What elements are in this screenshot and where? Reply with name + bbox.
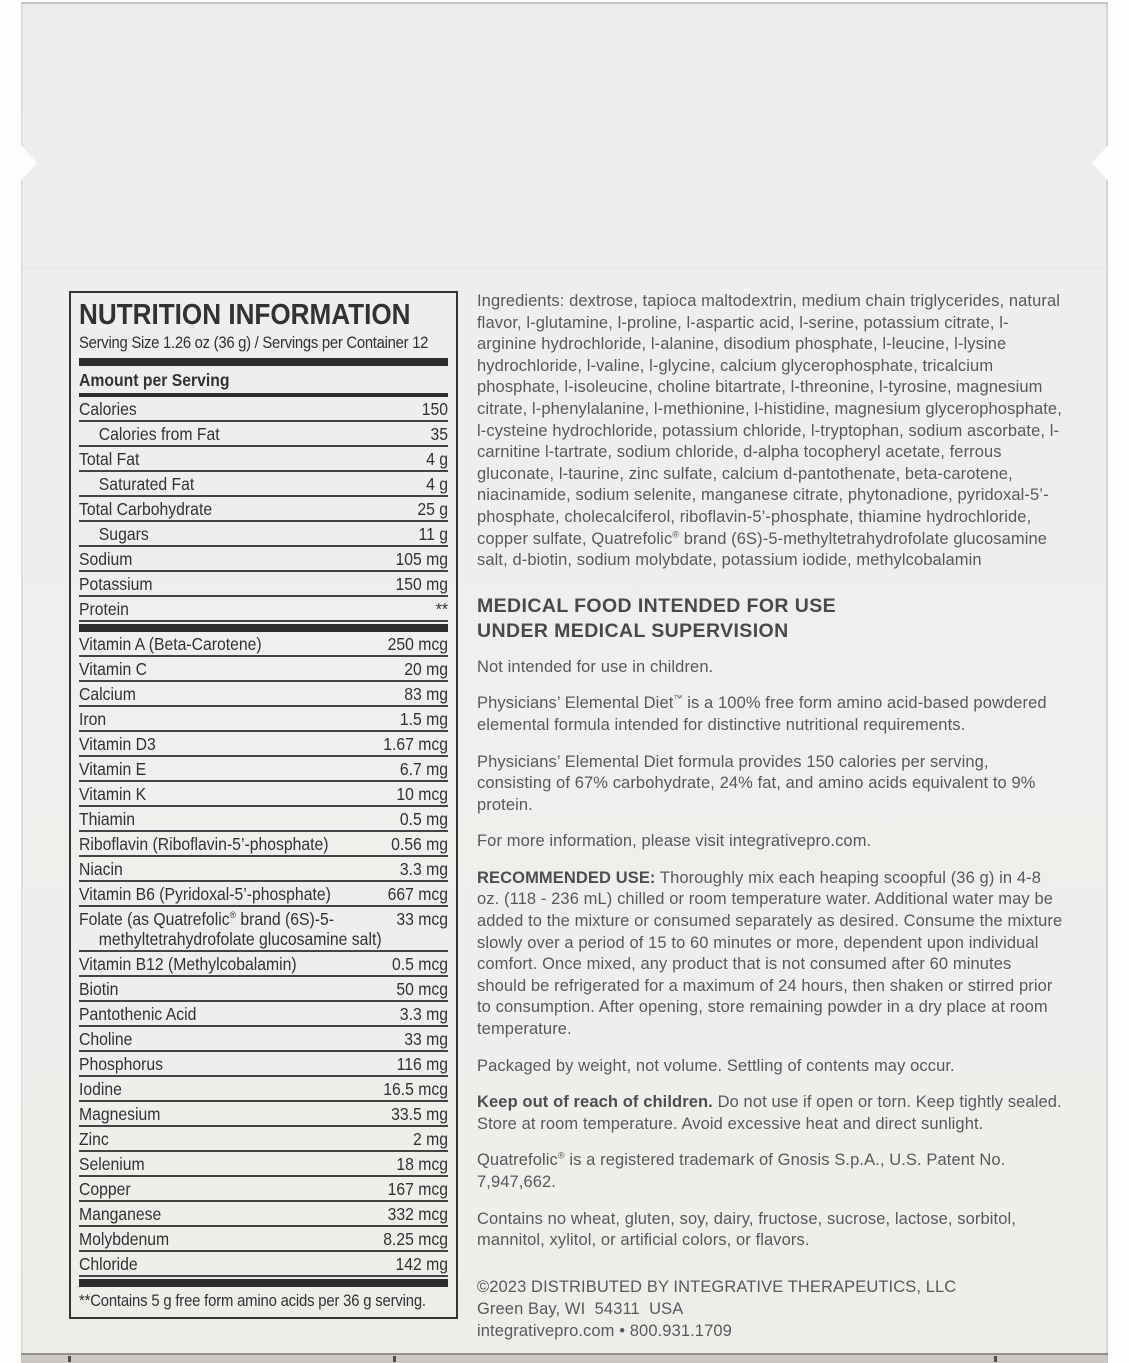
nutrient-label: Pantothenic Acid — [79, 1004, 197, 1024]
nutrient-value: 4 g — [426, 449, 448, 469]
nutrient-value: 11 g — [418, 524, 448, 544]
nutrient-value: 250 mcg — [387, 634, 448, 654]
nutrient-label: Vitamin D3 — [79, 734, 156, 754]
nutrient-label: Calories from Fat — [98, 424, 220, 444]
nutrition-information-panel — [69, 291, 458, 1319]
nutrient-label: Selenium — [79, 1154, 145, 1174]
divider-thick — [79, 624, 448, 632]
panel-title: NUTRITION INFORMATION — [79, 299, 411, 331]
nutrient-label: Zinc — [79, 1129, 109, 1149]
info-paragraph: Contains no wheat, gluten, soy, dairy, fructose, sucrose, lactose, sorbitol, mannitol, xylitol, or artificial colors, or flavors. — [477, 1209, 1016, 1250]
nutrient-value: 33 mg — [404, 1029, 448, 1049]
paragraph-bold-lead: RECOMMENDED USE: — [477, 868, 656, 887]
nutrient-value: 1.5 mg — [399, 709, 448, 729]
serving-size-line: Serving Size 1.26 oz (36 g) / Servings per Container 12 — [79, 334, 429, 352]
nutrient-label: Calcium — [79, 684, 136, 704]
nutrition-row — [79, 1252, 448, 1277]
distributor-line: ©2023 DISTRIBUTED BY INTEGRATIVE THERAPEUTICS, LLC — [477, 1277, 957, 1296]
nutrient-label: Saturated Fat — [98, 474, 195, 494]
nutrient-value: 142 mg — [395, 1254, 448, 1274]
nutrient-label: Vitamin E — [79, 759, 147, 779]
nutrient-label: Phosphorus — [79, 1054, 164, 1074]
nutrient-label: Iron — [79, 709, 107, 729]
nutrition-row — [79, 572, 448, 597]
nutrition-row — [79, 1177, 448, 1202]
nutrition-row — [79, 1102, 448, 1127]
nutrient-value: ** — [435, 599, 448, 619]
medical-food-heading-line2: UNDER MEDICAL SUPERVISION — [477, 619, 789, 642]
info-paragraph: Physicians’ Elemental Diet™ is a 100% free form amino acid-based powdered elemental formula intended for distinctive nutritional requirements. — [477, 693, 1047, 734]
divider-thick — [79, 1279, 448, 1287]
nutrient-label: Choline — [79, 1029, 133, 1049]
print-registration-mark — [68, 1356, 71, 1362]
nutrient-label: Magnesium — [79, 1104, 161, 1124]
nutrient-value: 3.3 mg — [399, 859, 448, 879]
nutrient-value: 35 — [430, 424, 448, 444]
nutrition-row — [79, 682, 448, 707]
nutrient-value: 2 mg — [412, 1129, 448, 1149]
nutrition-row — [79, 907, 448, 952]
nutrition-row — [79, 857, 448, 882]
amount-per-serving-label: Amount per Serving — [79, 370, 230, 390]
nutrition-row — [79, 422, 448, 447]
info-paragraph: RECOMMENDED USE: Thoroughly mix each heaping scoopful (36 g) in 4-8 oz. (118 - 236 mL) chilled or room temperature water. Additional water may be added to the mixture or consumed separately as desired. Consume the mixture slowly over a period of 15 to 60 minutes or more, dependent upon individual comfort. Once mixed, any product that is not consumed after 60 minutes should be refrigerated for a maximum of 24 hours, then shaken or stirred prior to consumption. After opening, store remaining powder in a dry place at room temperature. — [477, 868, 1063, 1039]
nutrition-row — [79, 782, 448, 807]
info-paragraph: Packaged by weight, not volume. Settling of contents may occur. — [477, 1056, 955, 1075]
nutrient-label: Vitamin B12 (Methylcobalamin) — [79, 954, 297, 974]
nutrient-value: 50 mcg — [396, 979, 448, 999]
divider-thick — [79, 358, 448, 366]
nutrient-label: Molybdenum — [79, 1229, 170, 1249]
nutrient-value: 667 mcg — [387, 884, 448, 904]
nutrient-label: Total Carbohydrate — [79, 499, 213, 519]
nutrient-value: 150 — [421, 399, 448, 419]
nutrition-row — [79, 952, 448, 977]
nutrition-row — [79, 977, 448, 1002]
info-paragraph: Quatrefolic® is a registered trademark of Gnosis S.p.A., U.S. Patent No. 7,947,662. — [477, 1150, 1006, 1191]
nutrient-label: Folate (as Quatrefolic® brand (6S)-5- methyltetrahydrofolate glucosamine salt) — [79, 909, 382, 949]
distributor-line: integrativepro.com • 800.931.1709 — [477, 1321, 732, 1340]
nutrition-row — [79, 522, 448, 547]
nutrient-value: 33.5 mg — [391, 1104, 448, 1124]
nutrient-label: Sodium — [79, 549, 133, 569]
nutrient-value: 10 mcg — [396, 784, 448, 804]
nutrition-row — [79, 1077, 448, 1102]
nutrition-row — [79, 707, 448, 732]
nutrient-label: Vitamin C — [79, 659, 147, 679]
nutrient-value: 83 mg — [404, 684, 448, 704]
label-info-column — [477, 291, 1063, 1342]
nutrition-row — [79, 1227, 448, 1252]
nutrient-label: Total Fat — [79, 449, 140, 469]
nutrition-row — [79, 1002, 448, 1027]
nutrition-row — [79, 732, 448, 757]
nutrient-value: 0.56 mg — [391, 834, 448, 854]
nutrient-value: 332 mcg — [387, 1204, 448, 1224]
macronutrient-rows — [79, 397, 448, 622]
nutrient-label: Vitamin A (Beta-Carotene) — [79, 634, 262, 654]
info-paragraphs — [477, 657, 1063, 1252]
print-registration-mark — [393, 1356, 396, 1362]
info-paragraph: Physicians’ Elemental Diet formula provides 150 calories per serving, consisting of 67% carbohydrate, 24% fat, and amino acids equivalent to 9% protein. — [477, 752, 1036, 814]
nutrient-value: 0.5 mcg — [391, 954, 448, 974]
nutrition-row — [79, 832, 448, 857]
nutrition-row — [79, 497, 448, 522]
nutrient-label: Copper — [79, 1179, 131, 1199]
nutrient-value: 25 g — [417, 499, 448, 519]
micronutrient-rows — [79, 632, 448, 1277]
nutrient-label: Calories — [79, 399, 137, 419]
nutrition-row — [79, 397, 448, 422]
nutrient-label: Biotin — [79, 979, 119, 999]
nutrition-row — [79, 1202, 448, 1227]
nutrient-label: Protein — [79, 599, 129, 619]
nutrition-row — [79, 472, 448, 497]
nutrition-row — [79, 1027, 448, 1052]
nutrient-label: Chloride — [79, 1254, 138, 1274]
nutrition-row — [79, 757, 448, 782]
nutrition-row — [79, 1127, 448, 1152]
medical-food-heading-line1: MEDICAL FOOD INTENDED FOR USE — [477, 594, 837, 617]
nutrition-row — [79, 447, 448, 472]
nutrition-row — [79, 657, 448, 682]
nutrient-value: 16.5 mcg — [383, 1079, 448, 1099]
nutrient-label: Niacin — [79, 859, 123, 879]
nutrient-label: Thiamin — [79, 809, 136, 829]
distributor-line: Green Bay, WI 54311 USA — [477, 1299, 684, 1318]
ingredients-paragraph: Ingredients: dextrose, tapioca maltodextrin, medium chain triglycerides, natural flavor, l-glutamine, l-proline, l-aspartic acid, l-serine, potassium citrate, l-arginine hydrochloride, l-alanine, disodium phosphate, l-leucine, l-lysine hydrochloride, l-valine, l-glycine, calcium glycerophosphate, tricalcium phosphate, l-isoleucine, choline bitartrate, l-threonine, l-tyrosine, magnesium citrate, l-phenylalanine, l-methionine, l-histidine, magnesium glycerophosphate, l-cysteine hydrochloride, potassium chloride, l-tryptophan, sodium ascorbate, l-carnitine l-tartrate, sodium chloride, d-alpha tocopheryl acetate, ferrous gluconate, l-taurine, zinc sulfate, calcium d-pantothenate, beta-carotene, niacinamide, sodium selenite, manganese citrate, phytonadione, pyridoxal-5’-phosphate, cholecalciferol, riboflavin-5’-phosphate, thiamine hydrochloride, copper sulfate, Quatrefolic® brand (6S)-5-methyltetrahydrofolate glucosamine salt, d-biotin, sodium molybdate, potassium iodide, methylcobalamin — [477, 292, 1062, 570]
nutrition-row — [79, 1052, 448, 1077]
nutrition-row — [79, 597, 448, 622]
info-paragraph: Not intended for use in children. — [477, 657, 714, 676]
print-registration-mark — [994, 1356, 997, 1362]
distributor-block — [477, 1276, 1063, 1342]
nutrient-label: Iodine — [79, 1079, 122, 1099]
pouch-bottom-seam — [21, 1353, 1108, 1363]
nutrition-row — [79, 807, 448, 832]
nutrient-value: 105 mg — [395, 549, 448, 569]
nutrient-label: Riboflavin (Riboflavin-5’-phosphate) — [79, 834, 329, 854]
medical-food-heading — [477, 594, 1063, 644]
nutrient-label: Vitamin K — [79, 784, 147, 804]
nutrient-label: Potassium — [79, 574, 153, 594]
nutrient-value: 150 mg — [395, 574, 448, 594]
nutrient-value: 6.7 mg — [399, 759, 448, 779]
nutrition-row — [79, 882, 448, 907]
nutrient-value: 20 mg — [404, 659, 448, 679]
amino-acid-footnote: **Contains 5 g free form amino acids per 36 g serving. — [79, 1292, 426, 1310]
nutrient-value: 33 mcg — [396, 909, 448, 929]
paragraph-bold-lead: Keep out of reach of children. — [477, 1093, 713, 1112]
pouch-crease-line — [23, 268, 1106, 270]
nutrient-value: 4 g — [426, 474, 448, 494]
nutrient-label: Vitamin B6 (Pyridoxal-5’-phosphate) — [79, 884, 331, 904]
nutrient-value: 3.3 mg — [399, 1004, 448, 1024]
nutrient-value: 1.67 mcg — [383, 734, 448, 754]
nutrient-label: Sugars — [98, 524, 149, 544]
nutrient-value: 0.5 mg — [399, 809, 448, 829]
nutrient-value: 167 mcg — [387, 1179, 448, 1199]
info-paragraph: Keep out of reach of children. Do not use if open or torn. Keep tightly sealed. Store at room temperature. Avoid excessive heat and direct sunlight. — [477, 1093, 1062, 1133]
nutrition-row — [79, 1152, 448, 1177]
nutrient-value: 18 mcg — [396, 1154, 448, 1174]
nutrition-row — [79, 547, 448, 572]
nutrient-value: 116 mg — [396, 1054, 448, 1074]
nutrient-value: 8.25 mcg — [383, 1229, 448, 1249]
info-paragraph: For more information, please visit integrativepro.com. — [477, 832, 872, 851]
nutrient-label-line2: methyltetrahydrofolate glucosamine salt) — [98, 929, 382, 949]
nutrient-label: Manganese — [79, 1204, 162, 1224]
nutrition-row — [79, 632, 448, 657]
